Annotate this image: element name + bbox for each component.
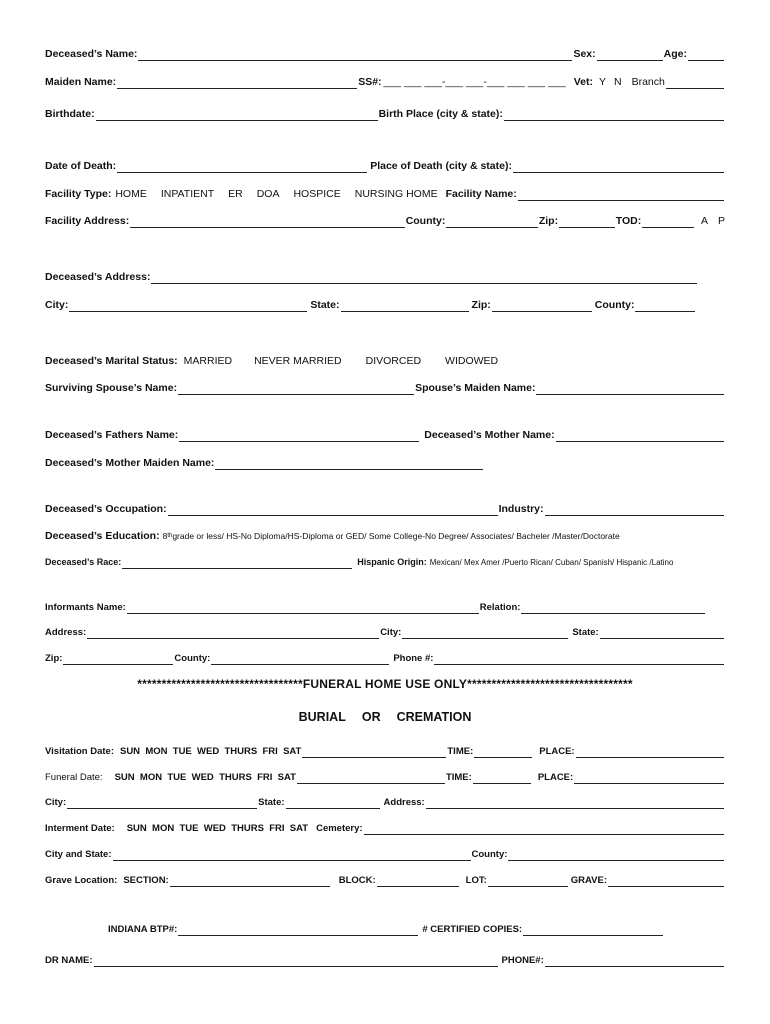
birthdate-label: Birthdate: [45,108,95,120]
maiden-field[interactable] [117,77,357,89]
certified-copies-label: # CERTIFIED COPIES: [422,924,523,935]
birthdate-field[interactable] [96,109,378,121]
facility-nursing-home[interactable]: NURSING HOME [354,188,438,200]
pod-label: Place of Death (city & state): [370,160,512,172]
city-label: City: [45,299,69,311]
education-label: Deceased’s Education [45,530,157,542]
occupation-label: Deceased’s Occupation: [45,503,167,515]
interment-row [45,822,725,835]
funeral-label: Funeral Date: [45,772,103,783]
facility-name-label: Facility Name: [445,188,517,200]
visitation-place-field[interactable] [576,746,724,758]
facility-address-row [45,215,725,228]
block-label: BLOCK: [338,875,376,886]
facility-county-field[interactable] [446,216,537,228]
industry-label: Industry: [498,503,544,515]
funeral-place-label: PLACE: [537,772,574,783]
facility-home[interactable]: HOME [115,188,147,200]
vet-label: Vet: [573,76,593,88]
zip-label: Zip: [471,299,491,311]
dod-label: Date of Death: [45,160,117,172]
grave-location-row [45,874,725,887]
city-state-field[interactable] [113,849,471,861]
informant-address-row [45,626,725,639]
facility-hospice[interactable]: HOSPICE [293,188,341,200]
separator-stars-right: ********************************** [467,677,633,691]
city-state-row [45,848,725,861]
city-row [45,299,725,312]
informant-state-field[interactable] [600,627,724,639]
spouse-maiden-field[interactable] [536,383,724,395]
mother-maiden-field[interactable] [215,458,483,470]
or-text: OR [361,710,381,724]
relation-label: Relation: [479,602,521,613]
informant-county-field[interactable] [211,653,389,665]
facility-address-field[interactable] [130,216,404,228]
race-label: Deceased’s Race: [45,557,122,567]
spouse-label: Surviving Spouse’s Name: [45,382,178,394]
separator-text: FUNERAL HOME USE ONLY [302,677,468,691]
interment-county-field[interactable] [508,849,724,861]
spouse-field[interactable] [178,383,414,395]
cemetery-field[interactable] [364,823,724,835]
facility-name-field[interactable] [518,189,724,201]
informant-state-label: State: [572,627,599,638]
state-field[interactable] [341,300,469,312]
facility-address-label: Facility Address: [45,215,130,227]
informant-field[interactable] [127,602,479,614]
informant-row [45,601,725,614]
birthplace-label: Birth Place (city & state): [378,108,503,120]
visitation-place-label: PLACE: [539,746,575,757]
facility-zip-label: Zip: [538,215,559,227]
interment-label: Interment Date: [45,823,115,834]
grave-field[interactable] [608,875,724,887]
mother-maiden-row [45,457,725,470]
funeral-days[interactable]: SUN MON TUE WED THURS FRI SAT [114,772,296,783]
address-field[interactable] [151,272,697,284]
dod-field[interactable] [117,161,367,173]
grave-label: GRAVE: [570,875,608,886]
ssn-label: SS#: [358,76,382,88]
funeral-state-label: State: [258,797,285,808]
burial-option[interactable]: BURIAL [298,710,346,724]
state-label: State: [310,299,340,311]
separator-stars-left: ********************************** [137,677,303,691]
pod-field[interactable] [513,161,724,173]
address-label: Deceased’s Address: [45,271,151,283]
informant-zip-label: Zip: [45,653,63,664]
address-row [45,271,725,284]
disposition-row [45,711,725,724]
age-label: Age: [663,48,687,60]
deceased-name-row [45,48,725,61]
city-state-label: City and State: [45,849,112,860]
dr-name-row [45,954,725,967]
maiden-row [45,76,725,89]
death-row [45,160,725,173]
section-field[interactable] [170,875,330,887]
education-8th[interactable]: 8 [162,531,168,541]
facility-county-label: County: [405,215,446,227]
facility-type-label: Facility Type: [45,188,112,200]
btp-row [108,923,725,936]
visitation-row [45,745,725,758]
county-field[interactable] [635,300,695,312]
marital-label: Deceased’s Marital Status: [45,355,178,367]
sex-field[interactable] [597,49,663,61]
facility-zip-field[interactable] [559,216,615,228]
funeral-address-label: Address: [383,797,425,808]
interment-county-label: County: [471,849,508,860]
interment-days[interactable]: SUN MON TUE WED THURS FRI SAT [126,823,309,834]
informant-label: Informants Name: [45,602,126,613]
visitation-label: Visitation Date: [45,746,114,757]
visitation-time-field[interactable] [474,746,532,758]
hispanic-options[interactable]: Mexican/ Mex Amer /Puerto Rican/ Cuban/ Spanish/ Hispanic /Latino [429,558,674,567]
funeral-state-field[interactable] [286,797,380,809]
spouse-maiden-label: Spouse’s Maiden Name: [415,382,536,394]
tod-label: TOD: [615,215,642,227]
mother-maiden-label: Deceased’s Mother Maiden Name: [45,457,215,469]
vet-no[interactable]: N [613,76,622,88]
hispanic-label: Hispanic Origin [357,557,424,567]
zip-field[interactable] [492,300,592,312]
facility-inpatient[interactable]: INPATIENT [160,188,215,200]
cremation-option[interactable]: CREMATION [396,710,472,724]
lot-field[interactable] [488,875,568,887]
occupation-row [45,503,725,516]
informant-address-label: Address: [45,627,87,638]
father-label: Deceased’s Fathers Name: [45,429,179,441]
race-field[interactable] [122,557,352,569]
name-label: Deceased’s Name: [45,48,138,60]
informant-phone-label: Phone #: [393,653,434,664]
branch-field[interactable] [666,77,724,89]
tod-pm[interactable]: P [717,215,725,227]
certified-copies-field[interactable] [523,924,663,936]
funeral-city-label: City: [45,797,67,808]
birthplace-field[interactable] [504,109,724,121]
vet-yes[interactable]: Y [598,76,606,88]
marital-married[interactable]: MARRIED [183,355,233,367]
btp-label: INDIANA BTP#: [108,924,178,935]
mother-field[interactable] [556,430,724,442]
informant-city-label: City: [380,627,402,638]
education-options[interactable]: grade or less/ HS-No Diploma/HS-Diploma or GED/ Some College-No Degree/ Associates/ Bacheler /Master/Doctorate [172,531,620,541]
sex-label: Sex: [573,48,596,60]
funeral-home-separator [45,678,725,691]
facility-type-row [45,188,725,201]
funeral-time-field[interactable] [473,772,531,784]
funeral-city-field[interactable] [67,797,257,809]
visitation-days[interactable]: SUN MON TUE WED THURS FRI SAT [119,746,302,757]
marital-never-married[interactable]: NEVER MARRIED [254,355,342,367]
section-label: SECTION: [123,875,169,886]
county-label: County: [594,299,635,311]
ssn-blanks[interactable]: ___ ___ ___-___ ___-___ ___ ___ ___ [383,76,566,88]
age-field[interactable] [688,49,724,61]
father-field[interactable] [179,430,419,442]
funeral-date-field[interactable] [297,772,445,784]
informant-address-field[interactable] [87,627,379,639]
city-field[interactable] [69,300,307,312]
dr-phone-field[interactable] [545,955,724,967]
name-field[interactable] [138,49,572,61]
block-field[interactable] [377,875,459,887]
facility-er[interactable]: ER [228,188,243,200]
mother-label: Deceased’s Mother Name: [424,429,555,441]
funeral-city-row [45,796,725,809]
education-8th-sup: th [167,533,173,539]
birth-row [45,108,725,121]
informant-zip-row [45,652,725,665]
cemetery-label: Cemetery: [316,823,363,834]
marital-widowed[interactable]: WIDOWED [445,355,499,367]
funeral-address-field[interactable] [426,797,724,809]
grave-location-label: Grave Location: [45,875,118,886]
industry-field[interactable] [545,504,725,516]
visitation-time-label: TIME: [447,746,474,757]
occupation-field[interactable] [168,504,498,516]
visitation-date-field[interactable] [302,746,446,758]
dr-phone-label: PHONE#: [501,955,544,966]
branch-label: Branch [631,76,665,88]
funeral-place-field[interactable] [574,772,724,784]
spouse-row [45,382,725,395]
dr-name-label: DR NAME: [45,955,93,966]
dr-name-field[interactable] [94,955,498,967]
funeral-time-label: TIME: [445,772,472,783]
parents-row [45,429,725,442]
lot-label: LOT: [465,875,487,886]
maiden-label: Maiden Name: [45,76,117,88]
tod-am[interactable]: A [700,215,708,227]
informant-phone-field[interactable] [434,653,724,665]
funeral-date-row [45,771,725,784]
facility-doa[interactable]: DOA [256,188,280,200]
relation-field[interactable] [521,602,705,614]
race-row: Deceased’s Race: Hispanic Origin : Mexican/ Mex Amer /Puerto Rican/ Cuban/ Spanish/ Hispanic /Latino [45,557,674,567]
marital-row [45,355,725,368]
tod-field[interactable] [642,216,694,228]
informant-county-label: County: [174,653,211,664]
marital-divorced[interactable]: DIVORCED [365,355,422,367]
btp-field[interactable] [178,924,418,936]
education-row: Deceased’s Education : 8 th grade or less/ HS-No Diploma/HS-Diploma or GED/ Some College-No Degree/ Associates/ Bacheler /Master/Doctorate [45,530,620,542]
informant-zip-field[interactable] [63,653,173,665]
informant-city-field[interactable] [402,627,568,639]
